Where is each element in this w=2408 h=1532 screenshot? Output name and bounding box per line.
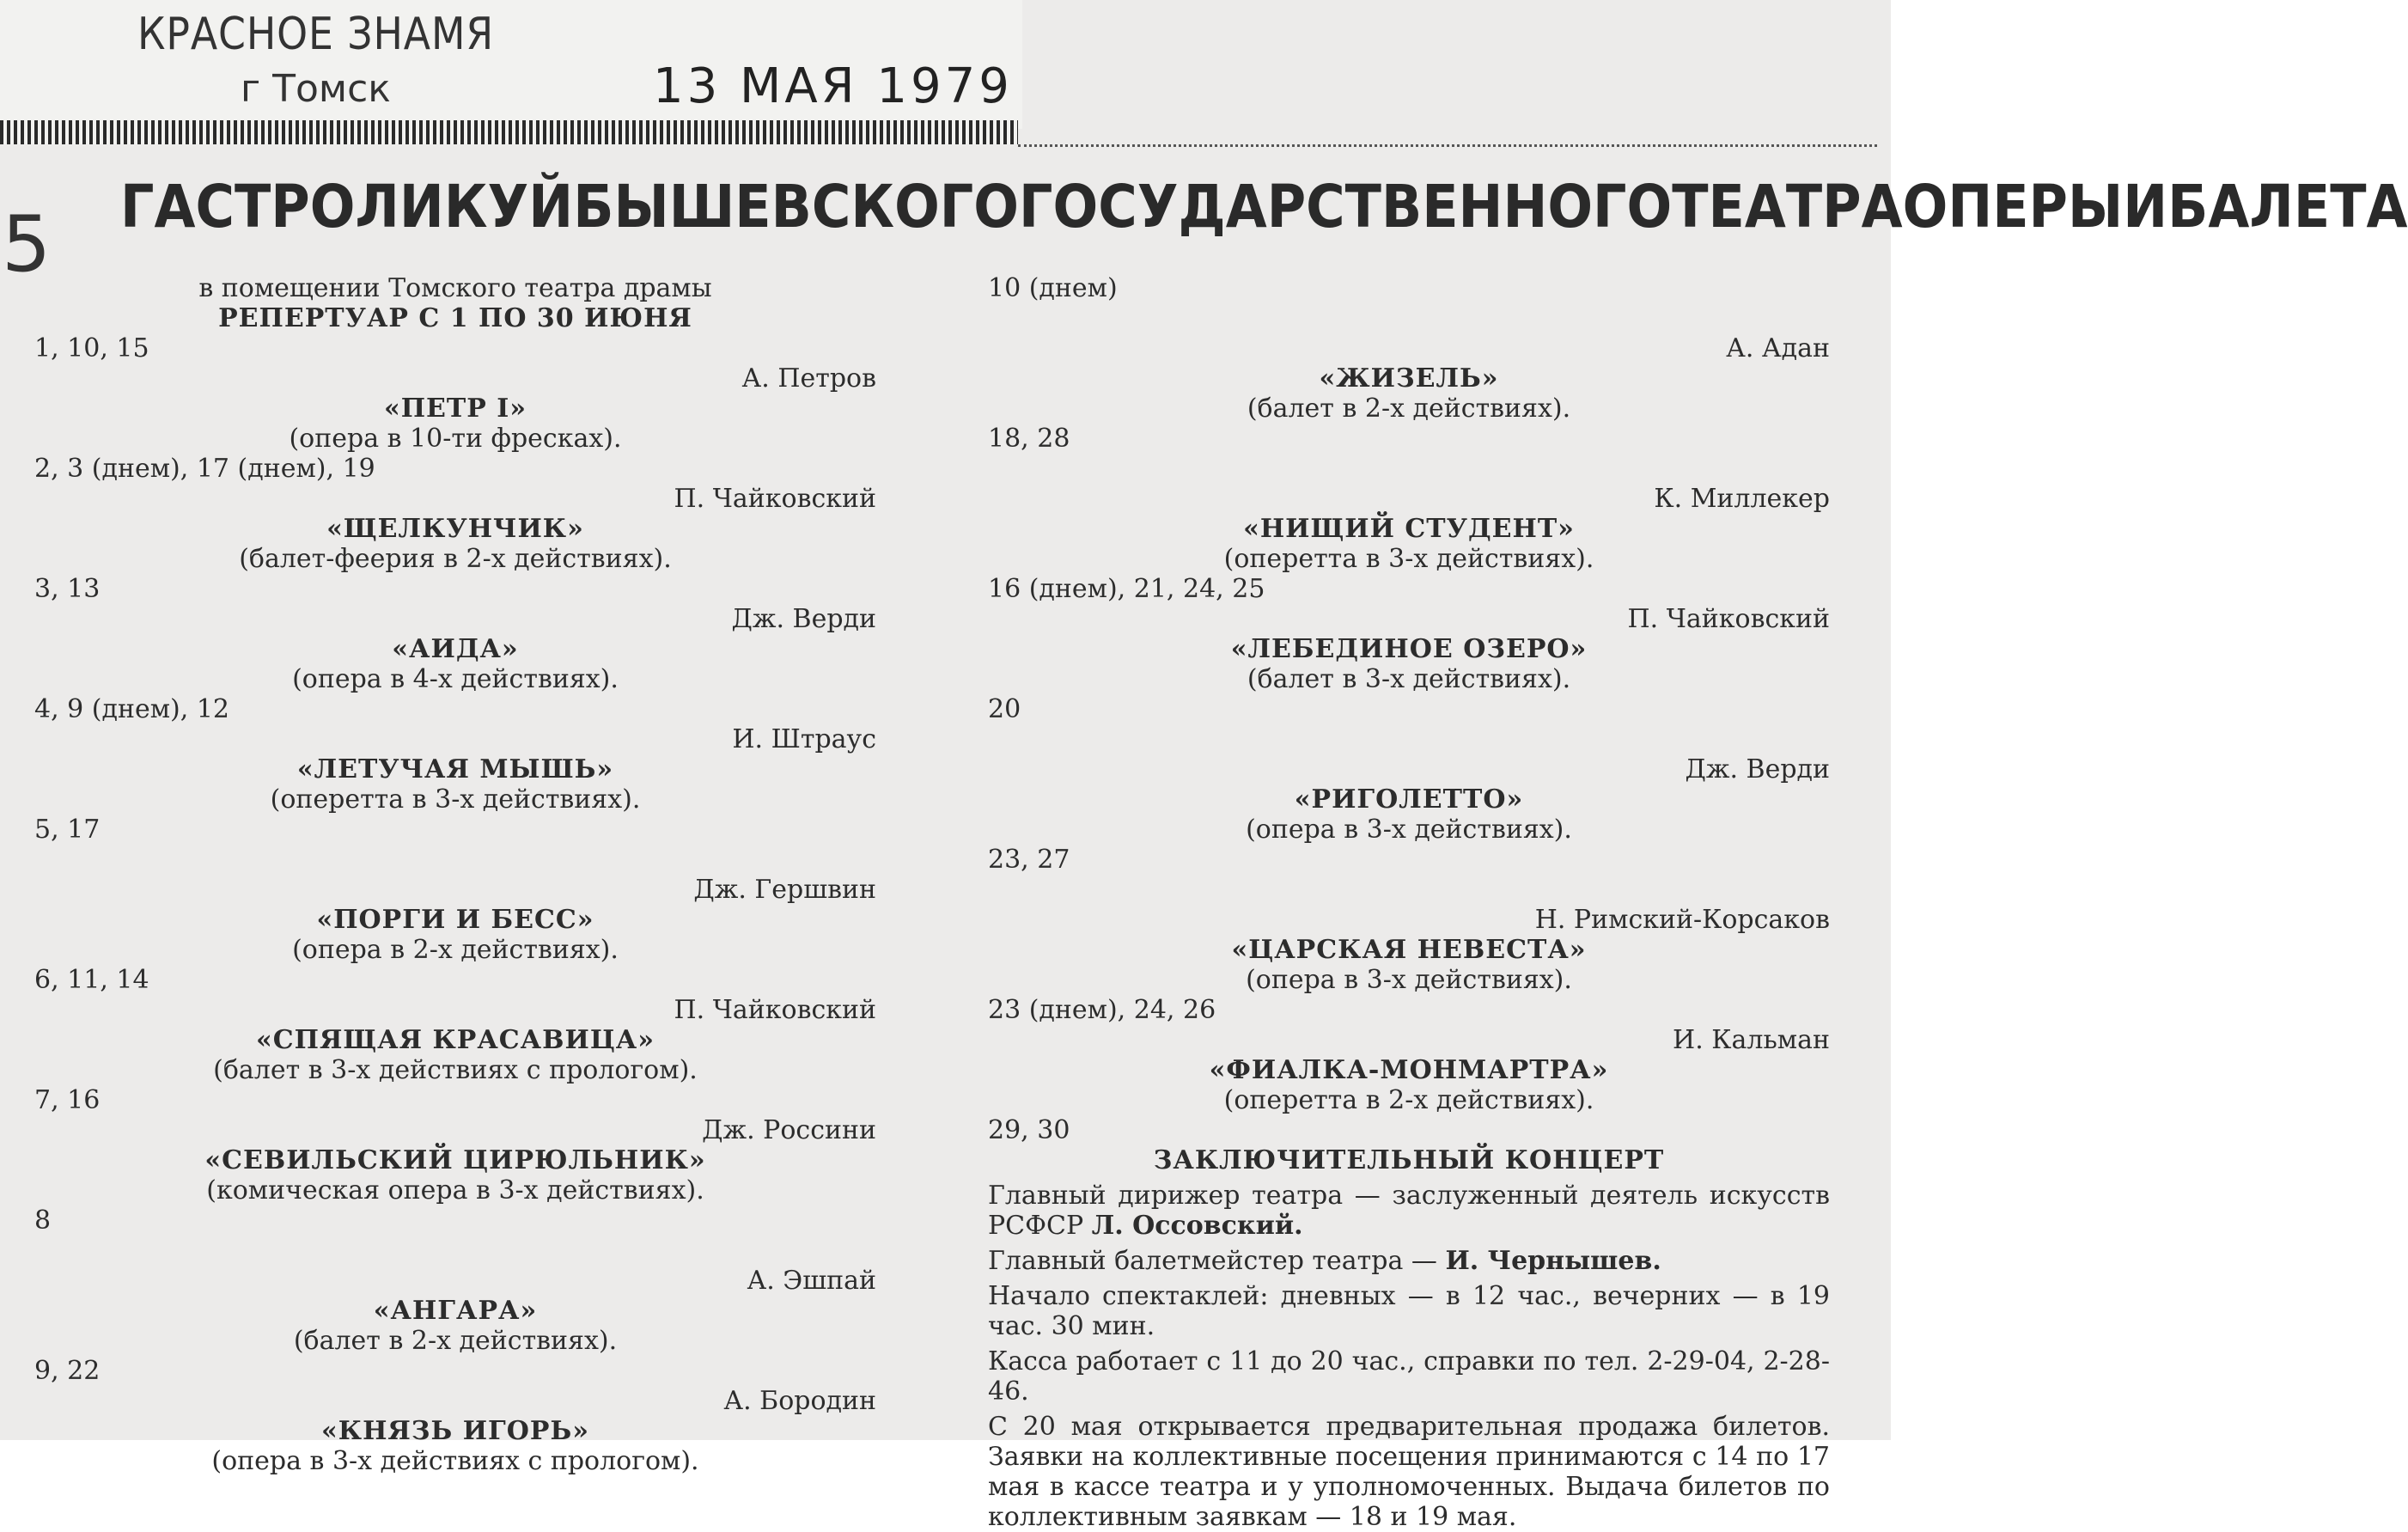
work-genre: (балет в 3-х действиях). [1247, 664, 1571, 694]
composer-name: К. Миллекер [1654, 484, 1830, 514]
work-genre: (балет-феерия в 2-х действиях). [239, 544, 672, 574]
composer-name: А. Бородин [723, 1386, 876, 1416]
spacer [988, 724, 1830, 754]
performance-dates: 6, 11, 14 [34, 965, 149, 995]
headline-word: ГАСТРОЛИ [120, 171, 444, 241]
ballet-master-note: Главный балетмейстер театра — И. Чернышев. [988, 1246, 1661, 1276]
work-genre: (оперетта в 3-х действиях). [1223, 544, 1594, 574]
composer-name: А. Эшпай [747, 1266, 876, 1296]
composer-name: Дж. Россини [702, 1115, 876, 1145]
concert-dates: 29, 30 [988, 1115, 1070, 1145]
work-genre: (опера в 4-х действиях). [292, 664, 619, 694]
performance-dates: 2, 3 (днем), 17 (днем), 19 [34, 454, 375, 484]
repertoire-entry [988, 424, 1830, 574]
presale-note: С 20 мая открывается предварительная продажа билетов. Заявки на коллективные посещения принимаются с 14 по 17 мая в кассе театра и у уполномоченных. Выдача билетов по коллективным заявкам — 18 и 19 мая. [988, 1412, 1830, 1532]
composer-name: А. Петров [741, 363, 876, 394]
work-genre: (оперетта в 3-х действиях). [270, 784, 641, 815]
performance-dates: 10 (днем) [988, 273, 1118, 303]
work-title: «АНГАРА» [373, 1296, 538, 1326]
performance-dates: 23 (днем), 24, 26 [988, 995, 1216, 1025]
headline-word: ОПЕРЫ [1902, 171, 2124, 241]
right-column [988, 273, 1830, 1532]
box-office-note: Касса работает с 11 до 20 час., справки по тел. 2-29-04, 2-28-46. [988, 1346, 1830, 1407]
performance-dates: 7, 16 [34, 1085, 101, 1115]
work-title: «ЖИЗЕЛЬ» [1319, 363, 1499, 394]
composer-name: А. Адан [1726, 333, 1830, 363]
spacer [988, 875, 1830, 905]
headline-banner [120, 168, 2408, 244]
performance-dates: 20 [988, 694, 1021, 724]
work-title: «НИЩИЙ СТУДЕНТ» [1243, 514, 1575, 544]
performance-dates: 16 (днем), 21, 24, 25 [988, 574, 1265, 604]
headline-word: И [2123, 171, 2168, 241]
repertoire-title: РЕПЕРТУАР С 1 ПО 30 ИЮНЯ [218, 303, 692, 333]
repertoire-entry [34, 965, 876, 1085]
composer-name: Н. Римский-Корсаков [1534, 905, 1830, 935]
performance-dates: 9, 22 [34, 1356, 101, 1386]
start-times: Начало спектаклей: дневных — в 12 час., вечерних — в 19 час. 30 мин. [988, 1281, 1830, 1341]
spacer [988, 454, 1830, 484]
composer-name: И. Кальман [1673, 1025, 1830, 1055]
clipping-date: 13 МАЯ 1979 [653, 58, 1013, 114]
headline-word: ГОСУДАРСТВЕННОГО [1019, 171, 1673, 241]
work-genre: (опера в 2-х действиях). [292, 935, 619, 965]
repertoire-entry [988, 694, 1830, 845]
work-title: «ПЕТР I» [383, 394, 527, 424]
dotted-divider [1018, 144, 1877, 147]
repertoire-entry [34, 333, 876, 454]
repertoire-entry [988, 995, 1830, 1115]
clipping-stamp [0, 0, 1022, 129]
performance-dates: 18, 28 [988, 424, 1070, 454]
performance-dates: 23, 27 [988, 845, 1070, 875]
work-genre: (оперетта в 2-х действиях). [1223, 1085, 1594, 1115]
margin-mark: 5 [2, 199, 52, 290]
composer-name: Дж. Верди [1685, 754, 1830, 784]
composer-name: П. Чайковский [1627, 604, 1830, 634]
work-genre: (опера в 3-х действиях). [1246, 965, 1572, 995]
work-genre: (балет в 3-х действиях с прологом). [213, 1055, 698, 1085]
concert-title: ЗАКЛЮЧИТЕЛЬНЫЙ КОНЦЕРТ [1153, 1145, 1665, 1175]
work-title: «ЛЕБЕДИНОЕ ОЗЕРО» [1230, 634, 1588, 664]
concert-entry [988, 1115, 1830, 1175]
work-title: «КНЯЗЬ ИГОРЬ» [321, 1416, 589, 1446]
conductor-note: Главный дирижер театра — заслуженный деятель искусств РСФСР Л. Оссовский. [988, 1181, 1830, 1241]
work-title: «ЛЕТУЧАЯ МЫШЬ» [296, 754, 614, 784]
work-title: «СПЯЩАЯ КРАСАВИЦА» [255, 1025, 655, 1055]
newspaper-name: КРАСНОЕ ЗНАМЯ [137, 9, 495, 60]
spacer [34, 845, 876, 875]
work-genre: (комическая опера в 3-х действиях). [206, 1175, 704, 1205]
headline-word: КУЙБЫШЕВСКОГО [443, 171, 1019, 241]
work-genre: (балет в 2-х действиях). [293, 1326, 618, 1356]
repertoire-entry [34, 1205, 876, 1356]
venue-line: в помещении Томского театра драмы [198, 273, 712, 303]
composer-name: Дж. Верди [731, 604, 876, 634]
work-title: «РИГОЛЕТТО» [1294, 784, 1524, 815]
work-title: «ЩЕЛКУНЧИК» [326, 514, 584, 544]
performance-dates: 3, 13 [34, 574, 101, 604]
composer-name: П. Чайковский [674, 995, 876, 1025]
work-title: «ФИАЛКА-МОНМАРТРА» [1209, 1055, 1609, 1085]
left-entries [34, 333, 876, 1476]
repertoire-entry [34, 815, 876, 965]
work-genre: (опера в 10-ти фресках). [289, 424, 622, 454]
repertoire-entry [34, 694, 876, 815]
performance-dates: 1, 10, 15 [34, 333, 149, 363]
newspaper-city: г Томск [241, 67, 391, 111]
work-title: «ПОРГИ И БЕСС» [316, 905, 594, 935]
right-entries [988, 273, 1830, 1115]
repertoire-entry [988, 574, 1830, 694]
spacer [34, 1236, 876, 1266]
work-title: «АИДА» [392, 634, 519, 664]
work-title: «ЦАРСКАЯ НЕВЕСТА» [1231, 935, 1587, 965]
composer-name: П. Чайковский [674, 484, 876, 514]
work-genre: (опера в 3-х действиях с прологом). [211, 1446, 699, 1476]
performance-dates: 4, 9 (днем), 12 [34, 694, 229, 724]
repertoire-entry [34, 1356, 876, 1476]
repertoire-entry [988, 845, 1830, 995]
repertoire-entry [34, 1085, 876, 1205]
repertoire-entry [988, 273, 1830, 424]
headline-word: БАЛЕТА [2167, 171, 2408, 241]
performance-dates: 8 [34, 1205, 52, 1236]
left-column [34, 273, 876, 1476]
composer-name: Дж. Гершвин [693, 875, 876, 905]
work-genre: (опера в 3-х действиях). [1246, 815, 1572, 845]
headline-word: ТЕАТРА [1672, 171, 1903, 241]
repertoire-entry [34, 574, 876, 694]
perforation-strip [0, 120, 1018, 144]
performance-dates: 5, 17 [34, 815, 101, 845]
composer-name: И. Штраус [732, 724, 876, 754]
work-genre: (балет в 2-х действиях). [1247, 394, 1571, 424]
work-title: «СЕВИЛЬСКИЙ ЦИРЮЛЬНИК» [204, 1145, 706, 1175]
spacer [988, 303, 1830, 333]
repertoire-entry [34, 454, 876, 574]
